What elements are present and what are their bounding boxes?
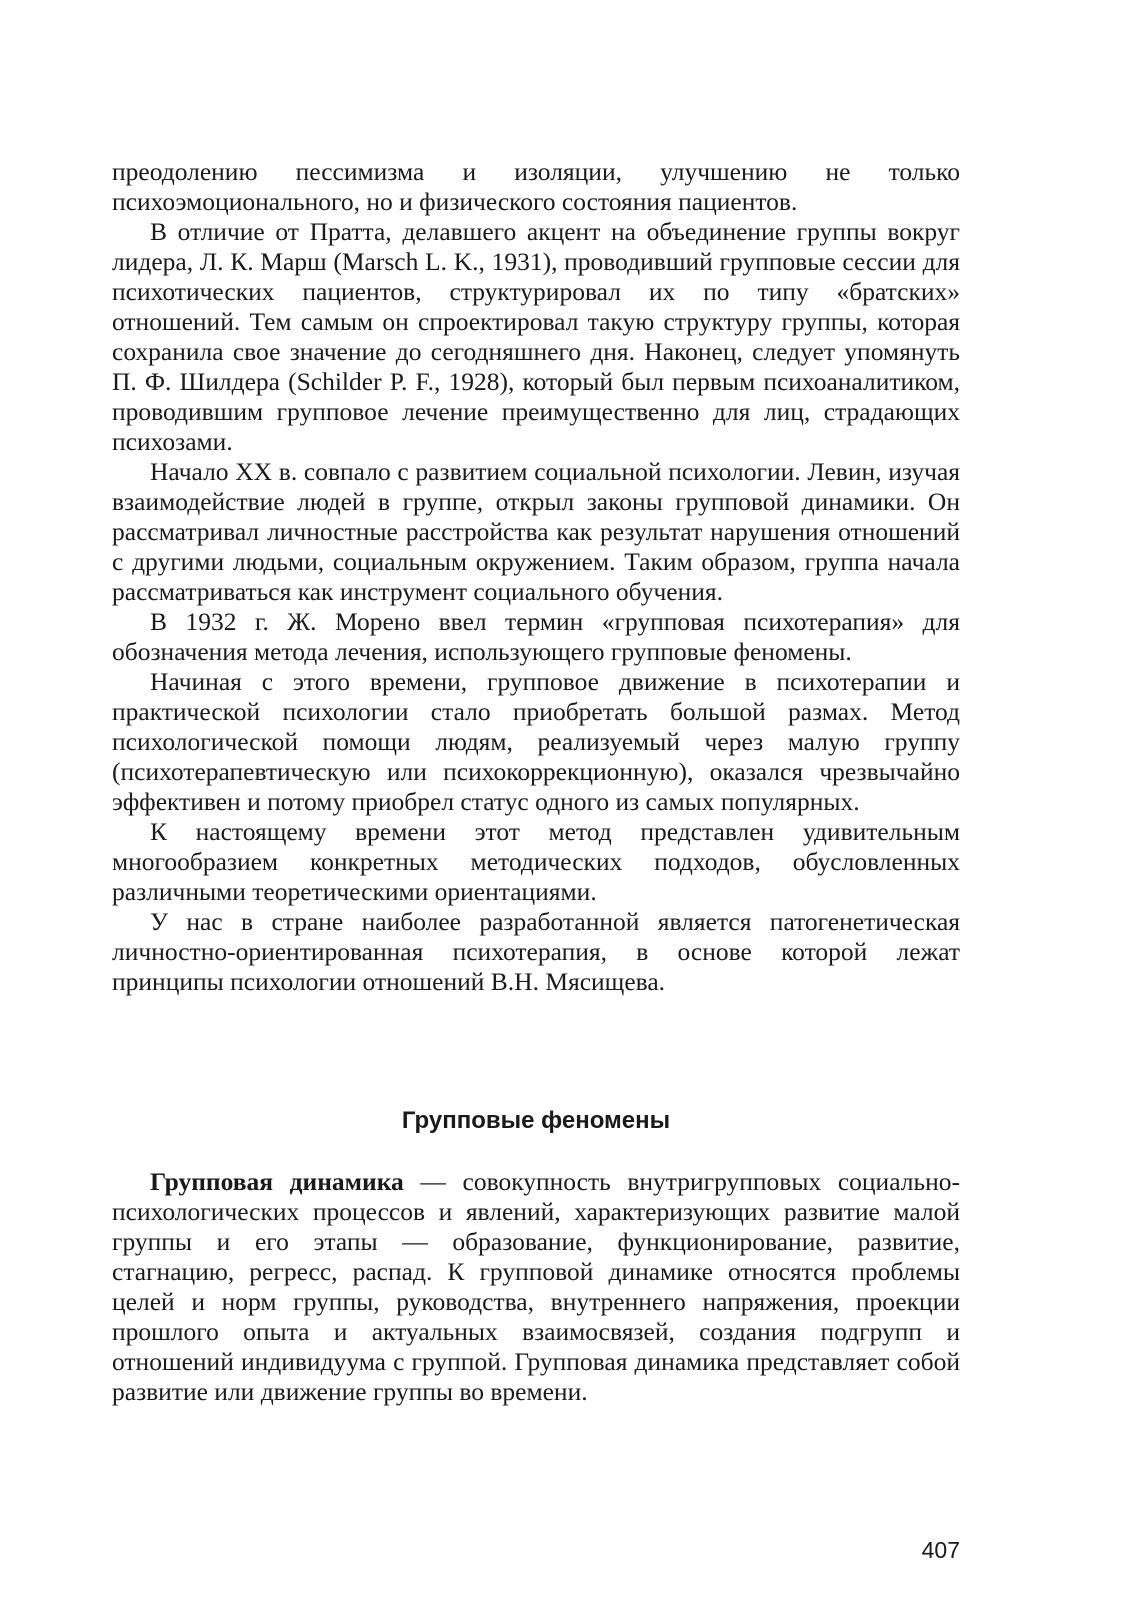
body-text-bottom bbox=[112, 1167, 960, 1407]
defined-term: Групповая динамика bbox=[150, 1167, 404, 1196]
paragraph-group-dynamics bbox=[112, 1167, 960, 1407]
page-number: 407 bbox=[921, 1537, 960, 1563]
section-heading: Групповые феномены bbox=[401, 1107, 671, 1134]
paragraph-lewin: Начало XX в. совпало с развитием социальной психологии. Левин, изучая взаимодействие людей в группе, открыл законы групповой динамики. Он рассматривал личностные расстройства как результат нарушения отношений с другими людьми, социальным окружением. Таким образом, группа начала рассматриваться как инструмент социального обучения. bbox=[112, 457, 960, 606]
definition-text: — совокупность внутригрупповых социально-психологических процессов и явлений, характеризующих развитие малой группы и его этапы — образование, функционирование, развитие, стагнацию, регресс, распад. К групповой динамике относятся проблемы целей и норм группы, руководства, внутреннего напряжения, проекции прошлого опыта и актуальных взаимосвязей, создания подгрупп и отношений индивидуума с группой. Групповая динамика представляет собой развитие или движение группы во времени. bbox=[112, 1167, 960, 1406]
paragraph-group-movement: Начиная с этого времени, групповое движение в психотерапии и практической психологии стало приобретать большой размах. Метод психологической помощи людям, реализуемый через малую группу (психотерапевтическую или психокоррекционную), оказался чрезвычайно эффективен и потому приобрел статус одного из самых популярных. bbox=[112, 667, 960, 816]
body-text-top bbox=[112, 157, 960, 997]
paragraph-marsch-schilder: В отличие от Пратта, делавшего акцент на объединение группы вокруг лидера, Л. К. Марш (Marsch L. K., 1931), проводивший групповые сессии для психотических пациентов, структурировал их по типу «братских» отношений. Тем самым он спроектировал такую структуру группы, которая сохранила свое значение до сегодняшнего дня. Наконец, следует упомянуть П. Ф. Шилдера (Schilder P. F., 1928), который был первым психоаналитиком, проводившим групповое лечение преимущественно для лиц, страдающих психозами. bbox=[112, 217, 960, 456]
paragraph-myasishchev: У нас в стране наиболее разработанной является патогенетическая личностно-ориентированная психотерапия, в основе которой лежат принципы психологии отношений В.Н. Мясищева. bbox=[112, 907, 960, 996]
paragraph-methods-variety: К настоящему времени этот метод представлен удивительным многообразием конкретных методических подходов, обусловленных различными теоретическими ориентациями. bbox=[112, 817, 960, 906]
paragraph-moreno: В 1932 г. Ж. Морено ввел термин «групповая психотерапия» для обозначения метода лечения, использующего групповые феномены. bbox=[112, 607, 960, 666]
paragraph-continuation: преодолению пессимизма и изоляции, улучшению не только психоэмоционального, но и физического состояния пациентов. bbox=[112, 157, 960, 216]
